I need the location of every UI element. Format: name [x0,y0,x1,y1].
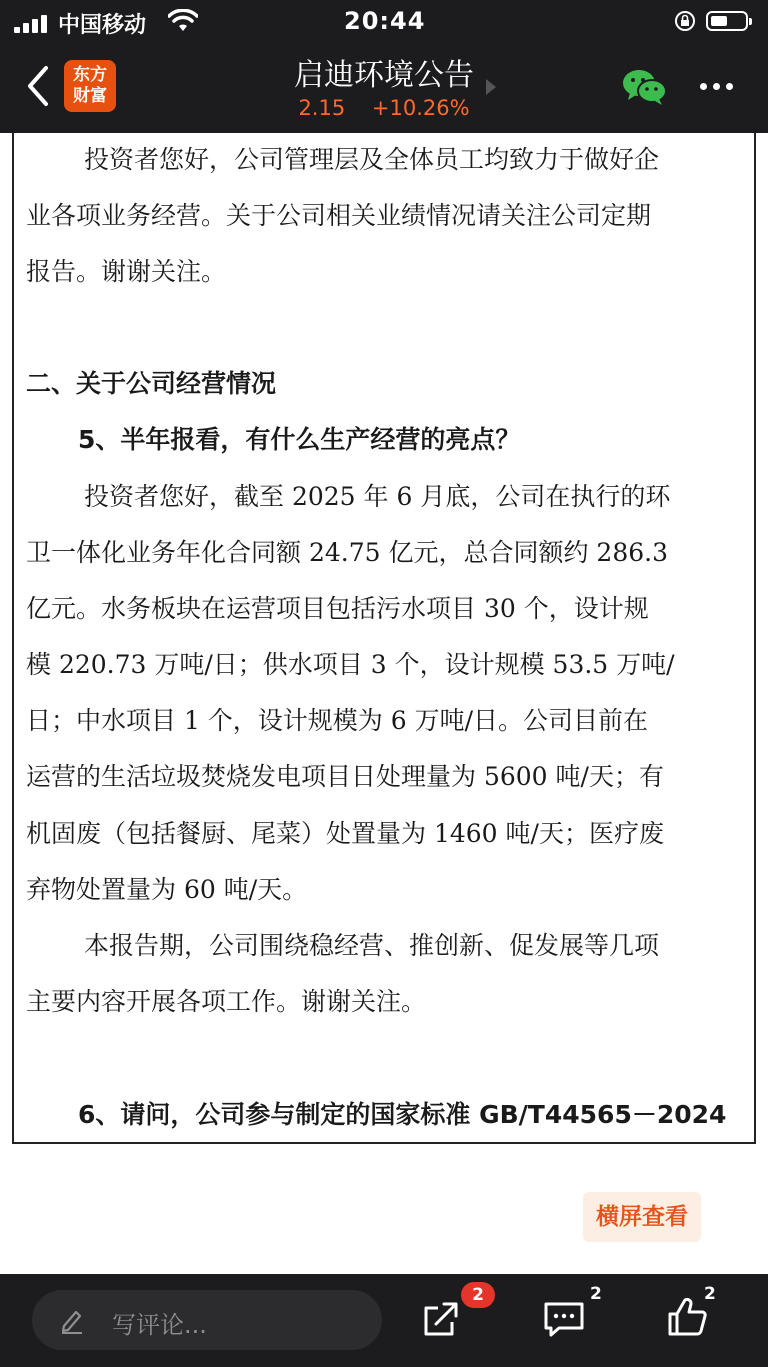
question-heading: 5、半年报看，有什么生产经营的亮点？ [78,425,521,454]
comment-input[interactable] [32,1290,382,1350]
status-bar [0,0,768,44]
page-title: 启迪环境公告 [294,58,474,93]
pencil-icon [60,1306,84,1334]
logo-line1: 东方 [73,65,107,85]
doc-line: 运营的生活垃圾焚烧发电项目日处理量为 5600 吨/天；有 [26,762,664,791]
stock-quote [200,96,568,120]
logo-line2: 财富 [73,86,107,106]
landscape-view-button[interactable]: 横屏查看 [583,1192,701,1242]
wechat-icon[interactable] [622,68,668,106]
doc-line: 业各项业务经营。关于公司相关业绩情况请关注公司定期 [26,201,652,230]
doc-line: 本报告期，公司围绕稳经营、推创新、促发展等几项 [84,931,660,960]
thumbs-up-icon[interactable] [666,1296,708,1338]
signal-icon [14,13,54,33]
top-bar [0,0,768,133]
doc-line: 模 220.73 万吨/日；供水项目 3 个，设计规模 53.5 万吨/ [26,650,675,679]
comments-icon[interactable] [543,1300,585,1338]
doc-line: 亿元。水务板块在运营项目包括污水项目 30 个，设计规 [26,594,649,623]
doc-line: 机固废（包括餐厨、尾菜）处置量为 1460 吨/天；医疗废 [26,819,664,848]
comment-count: 2 [590,1284,602,1304]
doc-line: 投资者您好，公司管理层及全体员工均致力于做好企 [84,145,660,174]
doc-line: 报告。谢谢关注。 [26,257,227,286]
stock-price: 2.15 [298,96,346,120]
doc-line: 主要内容开展各项工作。谢谢关注。 [26,987,427,1016]
chevron-right-icon[interactable] [486,79,496,95]
wifi-icon [168,9,198,33]
doc-line: 卫一体化业务年化合同额 24.75 亿元，总合同额约 286.3 [26,538,668,567]
stock-change: +10.26% [371,96,470,120]
announcement-document [12,133,756,1144]
doc-line: 弃物处置量为 60 吨/天。 [26,875,308,904]
like-count: 2 [704,1284,716,1304]
doc-line: 日；中水项目 1 个，设计规模为 6 万吨/日。公司目前在 [26,706,649,735]
section-heading: 二、关于公司经营情况 [26,369,277,398]
share-icon[interactable] [422,1300,460,1338]
clock: 20:44 [344,7,426,35]
share-badge: 2 [461,1282,495,1308]
more-icon[interactable] [698,80,736,92]
battery-icon [706,11,748,31]
comment-placeholder: 写评论... [112,1311,207,1339]
carrier-name: 中国移动 [58,13,147,38]
back-arrow-icon[interactable] [24,64,54,108]
bottom-bar [0,1274,768,1367]
doc-line: 投资者您好，截至 2025 年 6 月底，公司在执行的环 [84,482,671,511]
question-heading: 6、请问，公司参与制定的国家标准 GB/T44565－2024 [78,1100,727,1129]
rotation-lock-icon [674,10,696,32]
app-logo[interactable] [64,60,116,112]
